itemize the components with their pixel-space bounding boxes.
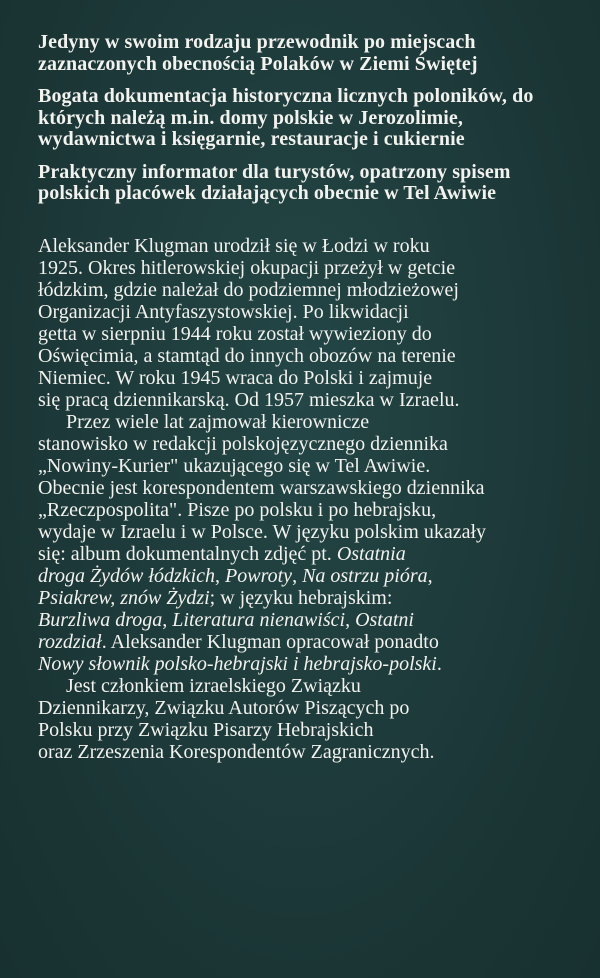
bio-paragraph-1 [38,235,558,411]
book-title: Ostatni [355,608,414,631]
book-title: Powroty [225,564,293,587]
bio-line: stanowisko w redakcji polskojęzycznego dziennika [38,432,448,455]
bio-line: łódzkim, gdzie należał do podziemnej młodzieżowej [38,278,459,301]
bio-line: „Rzeczpospolita". Pisze po polsku i po hebrajsku, [38,498,437,521]
book-title: Burzliwa droga [38,608,163,631]
bio-line: getta w sierpniu 1944 roku został wywieziony do [38,322,432,345]
book-title: Nowy słownik polsko-hebrajski i hebrajsko-polski [38,652,437,675]
bio-line: Niemiec. W roku 1945 wraca do Polski i zajmuje [38,366,433,389]
bio-paragraph-3 [38,675,558,763]
bio-line: się pracą dziennikarską. Od 1957 mieszka w Izraelu. [38,388,460,411]
bio-line: 1925. Okres hitlerowskiej okupacji przeżył w getcie [38,256,456,279]
bio-line: Obecnie jest korespondentem warszawskiego dziennika [38,476,485,499]
blurb-2: Bogata dokumentacja historyczna licznych poloników, do których należą m.in. domy polskie w Jerozolimie, wydawnictwa i księgarnie, restauracje i cukiernie [38,85,534,150]
bio-line: Dziennikarzy, Związku Autorów Piszących po [38,696,410,719]
blurb-list [38,32,558,205]
bio-line: Aleksander Klugman urodził się w Łodzi w roku [38,234,430,257]
book-title: Ostatnia [336,542,406,565]
book-title: Psiakrew, znów Żydzi [38,586,210,609]
bio-paragraph-2: Przez wiele lat zajmował kierownicze stanowisko w redakcji polskojęzycznego dziennika „Nowiny-Kurier" ukazującego się w Tel Awiwie. Obecnie jest korespondentem warszawskiego dziennika „Rzeczpospolita". Pisze po polsku i po hebrajsku, wydaje w Izraelu i w Polsce. W języku polskim ukazały się: album dokumentalnych zdjęć pt. Ostatnia droga Żydów łódzkich, Powroty, Na ostrzu pióra, Psiakrew, znów Żydzi; w języku hebrajskim: Burzliwa droga, Literatura nienawiści, Ostatni rozdział. Aleksander Klugman opracował ponadto Nowy słownik polsko-hebrajski i hebrajsko-polski. [38,410,487,675]
book-title: droga Żydów łódzkich [38,564,216,587]
book-title: rozdział [38,630,102,653]
bio-line: Jest członkiem izraelskiego Związku [66,674,361,697]
bio-line: wydaje w Izraelu i w Polsce. W języku polskim ukazały [38,520,487,543]
author-bio [38,235,558,763]
blurb-1: Jedyny w swoim rodzaju przewodnik po miejscach zaznaczonych obecnością Polaków w Ziemi Świętej [38,31,478,75]
book-title: Na ostrzu pióra [302,564,428,587]
bio-line: „Nowiny-Kurier" ukazującego się w Tel Awiwie. [38,454,431,477]
book-title: Literatura nienawiści [172,608,346,631]
bio-line: Organizacji Antyfaszystowskiej. Po likwidacji [38,300,409,323]
bio-line: oraz Zrzeszenia Korespondentów Zagranicznych. [38,740,435,763]
bio-line: Oświęcimia, a stamtąd do innych obozów na terenie [38,344,456,367]
bio-line: Przez wiele lat zajmował kierownicze [66,410,370,433]
blurb-3: Praktyczny informator dla turystów, opatrzony spisem polskich placówek działających obecnie w Tel Awiwie [38,160,511,204]
bio-line: się: album dokumentalnych zdjęć pt. [38,542,332,565]
bio-line: Polsku przy Związku Pisarzy Hebrajskich [38,718,374,741]
